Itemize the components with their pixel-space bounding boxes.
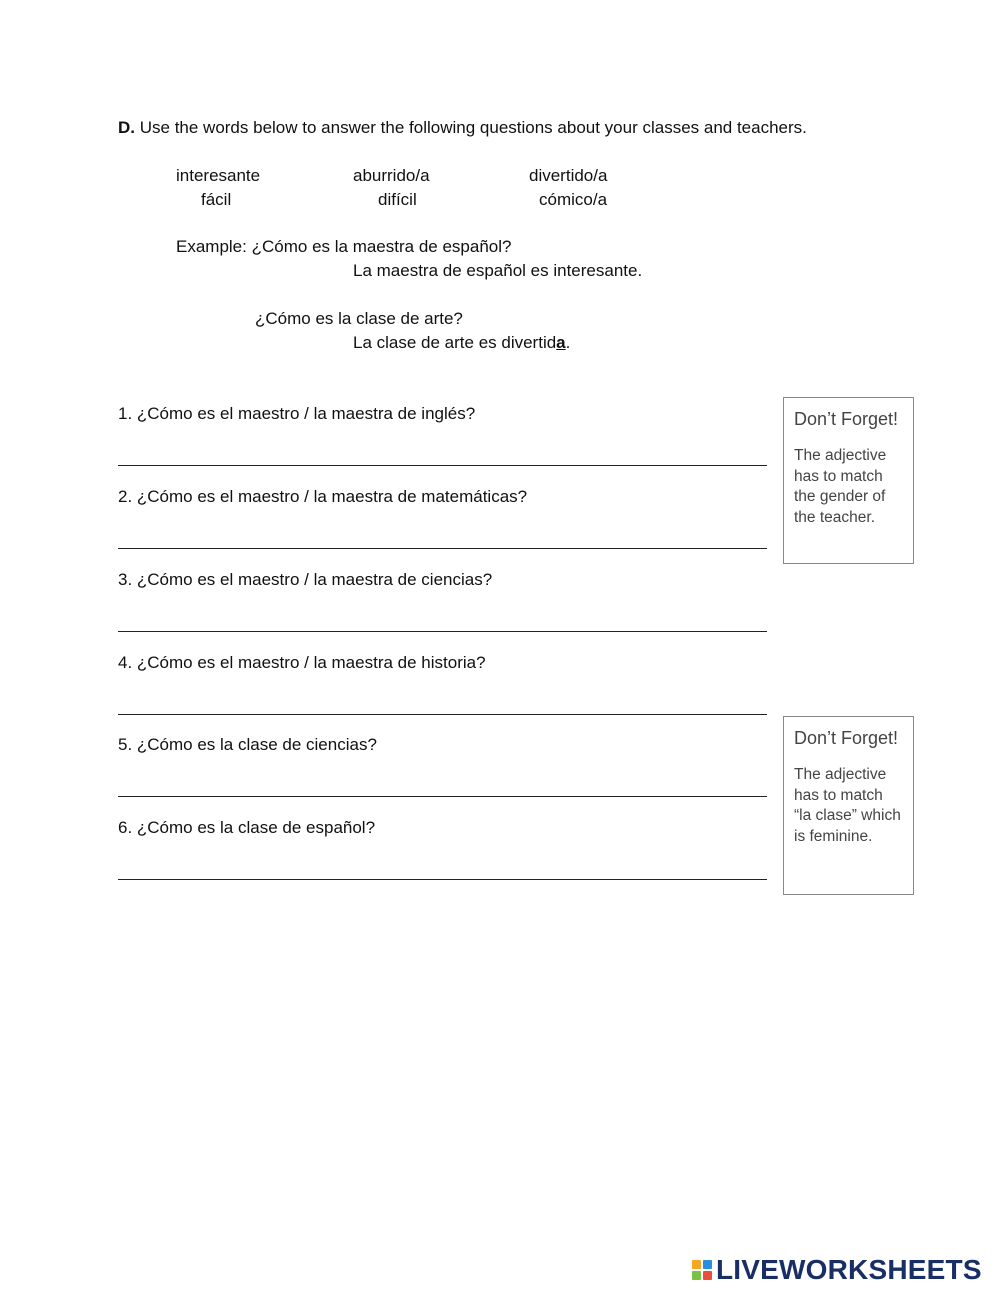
instruction-text: Use the words below to answer the following questions about your classes and teachers.	[139, 118, 807, 137]
question-1: 1. ¿Cómo es el maestro / la maestra de inglés?	[118, 404, 476, 423]
example-answer-2-suffix: .	[565, 333, 571, 352]
word-bank-item: difícil	[378, 190, 417, 209]
word-bank-item: divertido/a	[529, 166, 608, 185]
logo-square	[703, 1260, 712, 1269]
dont-forget-note-teacher	[783, 397, 914, 564]
logo-square	[703, 1271, 712, 1280]
answer-input-2[interactable]	[118, 522, 767, 549]
answer-input-1[interactable]	[118, 439, 767, 466]
word-bank-item: cómico/a	[539, 190, 608, 209]
word-bank-item: interesante	[176, 166, 261, 185]
word-bank-item: fácil	[201, 190, 232, 209]
question-4: 4. ¿Cómo es el maestro / la maestra de historia?	[118, 653, 486, 672]
liveworksheets-logo-icon	[692, 1260, 712, 1280]
example-answer-1: La maestra de español es interesante.	[353, 261, 643, 280]
answer-input-4[interactable]	[118, 688, 767, 715]
logo-square	[692, 1260, 701, 1269]
answer-input-5[interactable]	[118, 770, 767, 797]
note-title: Don’t Forget!	[794, 409, 899, 429]
example-answer-2	[353, 333, 570, 353]
example-line-1	[176, 237, 511, 257]
example-question-1: ¿Cómo es la maestra de español?	[251, 237, 512, 256]
liveworksheets-logo	[692, 1255, 982, 1285]
logo-square	[692, 1271, 701, 1280]
note-title: Don’t Forget!	[794, 728, 899, 748]
note-body: The adjective has to match the gender of the teacher.	[794, 447, 887, 526]
question-2: 2. ¿Cómo es el maestro / la maestra de matemáticas?	[118, 487, 528, 506]
word-bank-item: aburrido/a	[353, 166, 430, 185]
example-question-2: ¿Cómo es la clase de arte?	[255, 309, 463, 328]
liveworksheets-wordmark: LIVEWORKSHEETS	[716, 1254, 982, 1285]
question-3: 3. ¿Cómo es el maestro / la maestra de ciencias?	[118, 570, 493, 589]
instruction	[118, 118, 807, 138]
example-answer-2-ending: a	[556, 333, 566, 352]
answer-input-6[interactable]	[118, 853, 767, 880]
example-label: Example:	[176, 237, 247, 256]
question-5: 5. ¿Cómo es la clase de ciencias?	[118, 735, 377, 754]
instruction-label: D.	[118, 118, 135, 137]
note-body: The adjective has to match “la clase” which is feminine.	[794, 766, 901, 845]
example-answer-2-prefix: La clase de arte es divertid	[353, 333, 557, 352]
answer-input-3[interactable]	[118, 605, 767, 632]
question-6: 6. ¿Cómo es la clase de español?	[118, 818, 376, 837]
dont-forget-note-clase	[783, 716, 914, 895]
